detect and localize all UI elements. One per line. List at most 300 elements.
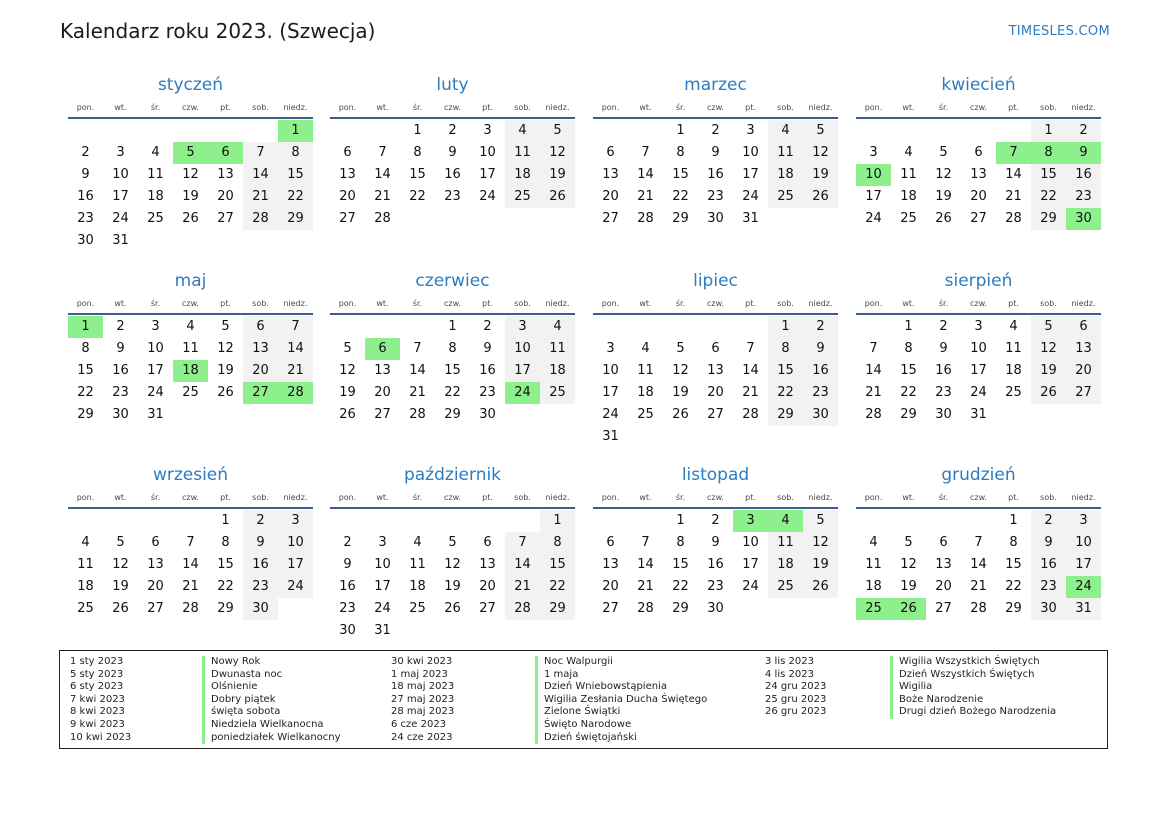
month-name: grudzień xyxy=(941,465,1016,485)
weekend-day-cell: 18 xyxy=(768,164,803,186)
day-cell: 27 xyxy=(707,407,724,422)
legend-holiday-name: 1 maja xyxy=(535,669,707,682)
day-cell: 4 xyxy=(81,535,90,550)
day-cell: 21 xyxy=(865,385,882,400)
day-cell: 26 xyxy=(672,407,689,422)
legend-holiday-name: Boże Narodzenie xyxy=(890,694,1056,707)
legend-holiday-name: Zielone Świątki xyxy=(535,706,707,719)
day-cell: 18 xyxy=(865,579,882,594)
weekday-label: sob. xyxy=(1040,103,1057,112)
weekend-day-cell: 26 xyxy=(803,186,838,208)
day-cell: 13 xyxy=(217,167,234,182)
empty-cell xyxy=(891,510,926,532)
weekend-day-cell: 7 xyxy=(278,316,313,338)
weekday-header xyxy=(856,99,1101,119)
day-cell: 5 xyxy=(939,145,948,160)
day-cell: 2 xyxy=(939,319,948,334)
empty-cell xyxy=(593,510,628,532)
day-cell: 12 xyxy=(672,363,689,378)
day-cell: 9 xyxy=(711,145,720,160)
day-cell: 16 xyxy=(707,167,724,182)
day-cell: 1 xyxy=(1009,513,1018,528)
day-cell: 28 xyxy=(409,407,426,422)
day-cell: 17 xyxy=(147,363,164,378)
day-cell: 6 xyxy=(151,535,160,550)
month-name: lipiec xyxy=(693,271,738,291)
weekend-day-cell: 15 xyxy=(278,164,313,186)
day-grid xyxy=(856,316,1101,426)
day-cell: 27 xyxy=(479,601,496,616)
day-cell: 14 xyxy=(637,167,654,182)
legend-date: 28 maj 2023 xyxy=(391,706,455,718)
day-cell: 25 xyxy=(1005,385,1022,400)
legend-holiday-name: Olśnienie xyxy=(202,681,341,694)
day-cell: 13 xyxy=(479,557,496,572)
weekend-day-cell: 17 xyxy=(278,554,313,576)
weekday-header xyxy=(856,489,1101,509)
weekend-day-cell: 20 xyxy=(1066,360,1101,382)
weekday-label: śr. xyxy=(938,103,949,112)
weekend-day-cell: 22 xyxy=(1031,186,1066,208)
weekend-day-cell: 5 xyxy=(1031,316,1066,338)
day-cell: 13 xyxy=(970,167,987,182)
empty-cell xyxy=(926,120,961,142)
day-cell: 16 xyxy=(339,579,356,594)
weekday-label: pon. xyxy=(601,493,620,502)
month-block xyxy=(856,73,1101,230)
weekday-label: pt. xyxy=(745,103,756,112)
month-block xyxy=(68,269,313,426)
holiday-day-cell: 25 xyxy=(856,598,891,620)
page-title: Kalendarz roku 2023. (Szwecja) xyxy=(60,19,376,43)
weekday-label: pon. xyxy=(601,299,620,308)
empty-cell xyxy=(856,316,891,338)
day-cell: 7 xyxy=(641,535,650,550)
day-grid xyxy=(856,510,1101,620)
day-cell: 30 xyxy=(707,211,724,226)
weekday-label: śr. xyxy=(412,103,423,112)
weekday-label: niedz. xyxy=(545,103,570,112)
legend-name-column xyxy=(202,656,341,744)
weekend-day-cell: 19 xyxy=(1031,360,1066,382)
weekday-header xyxy=(856,295,1101,315)
day-cell: 15 xyxy=(409,167,426,182)
day-cell: 25 xyxy=(637,407,654,422)
legend-holiday-name: Wigilia Wszystkich Świętych xyxy=(890,656,1056,669)
empty-cell xyxy=(103,510,138,532)
day-cell: 14 xyxy=(865,363,882,378)
day-cell: 22 xyxy=(217,579,234,594)
day-cell: 9 xyxy=(448,145,457,160)
weekend-day-cell: 28 xyxy=(243,208,278,230)
day-cell: 20 xyxy=(970,189,987,204)
month-block xyxy=(68,73,313,252)
day-cell: 20 xyxy=(374,385,391,400)
weekday-label: czw. xyxy=(444,299,461,308)
weekend-day-cell: 18 xyxy=(540,360,575,382)
weekday-label: czw. xyxy=(970,493,987,502)
weekend-day-cell: 3 xyxy=(505,316,540,338)
day-cell: 4 xyxy=(869,535,878,550)
holiday-day-cell: 26 xyxy=(891,598,926,620)
day-cell: 21 xyxy=(742,385,759,400)
weekend-day-cell: 30 xyxy=(803,404,838,426)
weekday-label: sob. xyxy=(1040,493,1057,502)
weekend-day-cell: 9 xyxy=(1031,532,1066,554)
day-cell: 1 xyxy=(904,319,913,334)
legend-holiday-name: Dobry piątek xyxy=(202,694,341,707)
day-cell: 8 xyxy=(221,535,230,550)
day-cell: 25 xyxy=(900,211,917,226)
weekend-day-cell: 23 xyxy=(1031,576,1066,598)
day-cell: 31 xyxy=(742,211,759,226)
day-cell: 6 xyxy=(711,341,720,356)
legend-date: 6 sty 2023 xyxy=(70,681,124,693)
day-cell: 27 xyxy=(147,601,164,616)
weekend-day-cell: 11 xyxy=(768,142,803,164)
day-cell: 29 xyxy=(900,407,917,422)
day-cell: 11 xyxy=(865,557,882,572)
weekday-label: czw. xyxy=(182,103,199,112)
day-cell: 14 xyxy=(1005,167,1022,182)
legend-name-column xyxy=(535,656,707,744)
empty-cell xyxy=(208,120,243,142)
day-cell: 12 xyxy=(935,167,952,182)
weekend-day-cell: 21 xyxy=(243,186,278,208)
weekday-label: pon. xyxy=(76,103,95,112)
legend-holiday-name: Święto Narodowe xyxy=(535,719,707,732)
day-cell: 14 xyxy=(409,363,426,378)
empty-cell xyxy=(365,120,400,142)
day-grid xyxy=(593,120,838,230)
weekday-label: pon. xyxy=(864,103,883,112)
empty-cell xyxy=(400,510,435,532)
weekend-day-cell: 30 xyxy=(243,598,278,620)
day-cell: 30 xyxy=(479,407,496,422)
day-cell: 23 xyxy=(479,385,496,400)
weekday-label: czw. xyxy=(707,299,724,308)
day-cell: 11 xyxy=(1005,341,1022,356)
weekend-day-cell: 11 xyxy=(540,338,575,360)
weekend-day-cell: 17 xyxy=(505,360,540,382)
day-cell: 28 xyxy=(742,407,759,422)
day-cell: 21 xyxy=(970,579,987,594)
day-cell: 30 xyxy=(77,233,94,248)
day-cell: 5 xyxy=(676,341,685,356)
day-cell: 16 xyxy=(444,167,461,182)
weekday-label: niedz. xyxy=(1071,299,1096,308)
day-cell: 17 xyxy=(865,189,882,204)
day-cell: 17 xyxy=(742,167,759,182)
day-cell: 14 xyxy=(374,167,391,182)
legend-date: 9 kwi 2023 xyxy=(70,718,125,730)
day-cell: 28 xyxy=(637,601,654,616)
empty-cell xyxy=(961,510,996,532)
day-cell: 18 xyxy=(77,579,94,594)
weekday-label: niedz. xyxy=(808,493,833,502)
day-cell: 1 xyxy=(676,513,685,528)
day-grid xyxy=(593,316,838,448)
empty-cell xyxy=(400,316,435,338)
weekend-day-cell: 23 xyxy=(1066,186,1101,208)
weekday-label: niedz. xyxy=(545,299,570,308)
day-cell: 22 xyxy=(77,385,94,400)
day-cell: 19 xyxy=(935,189,952,204)
weekday-header xyxy=(330,295,575,315)
day-cell: 11 xyxy=(409,557,426,572)
month-name: kwiecień xyxy=(941,75,1016,95)
day-cell: 10 xyxy=(112,167,129,182)
day-cell: 4 xyxy=(413,535,422,550)
legend-date: 8 kwi 2023 xyxy=(70,706,125,718)
day-cell: 27 xyxy=(217,211,234,226)
day-cell: 21 xyxy=(637,189,654,204)
month-block xyxy=(330,73,575,230)
weekday-label: czw. xyxy=(707,493,724,502)
day-cell: 14 xyxy=(637,557,654,572)
day-cell: 24 xyxy=(865,211,882,226)
holiday-day-cell: 9 xyxy=(1066,142,1101,164)
empty-cell xyxy=(68,120,103,142)
weekday-label: czw. xyxy=(182,299,199,308)
weekday-label: sob. xyxy=(514,493,531,502)
day-cell: 8 xyxy=(1009,535,1018,550)
weekday-label: sob. xyxy=(252,103,269,112)
day-cell: 13 xyxy=(602,557,619,572)
weekend-day-cell: 21 xyxy=(278,360,313,382)
weekday-label: śr. xyxy=(150,103,161,112)
legend-date: 6 cze 2023 xyxy=(391,718,447,730)
day-cell: 14 xyxy=(182,557,199,572)
day-cell: 6 xyxy=(606,535,615,550)
weekend-day-cell: 20 xyxy=(243,360,278,382)
day-cell: 10 xyxy=(479,145,496,160)
empty-cell xyxy=(733,316,768,338)
day-cell: 8 xyxy=(676,145,685,160)
legend-name-column xyxy=(890,656,1056,719)
day-cell: 8 xyxy=(413,145,422,160)
day-cell: 23 xyxy=(444,189,461,204)
day-cell: 4 xyxy=(904,145,913,160)
day-cell: 22 xyxy=(672,189,689,204)
weekday-label: pt. xyxy=(1008,103,1019,112)
day-cell: 22 xyxy=(444,385,461,400)
day-cell: 1 xyxy=(221,513,230,528)
day-cell: 13 xyxy=(147,557,164,572)
weekday-label: sob. xyxy=(777,299,794,308)
day-cell: 11 xyxy=(900,167,917,182)
legend-holiday-name: poniedziałek Wielkanocny xyxy=(202,732,341,745)
empty-cell xyxy=(138,120,173,142)
empty-cell xyxy=(628,316,663,338)
legend-holiday-name: Wigilia Zesłania Ducha Świętego xyxy=(535,694,707,707)
day-cell: 20 xyxy=(602,579,619,594)
day-cell: 22 xyxy=(409,189,426,204)
day-cell: 10 xyxy=(742,535,759,550)
day-cell: 13 xyxy=(374,363,391,378)
holiday-day-cell: 6 xyxy=(365,338,400,360)
empty-cell xyxy=(663,316,698,338)
holiday-day-cell: 4 xyxy=(768,510,803,532)
day-cell: 30 xyxy=(112,407,129,422)
day-cell: 2 xyxy=(711,123,720,138)
day-cell: 7 xyxy=(378,145,387,160)
month-name: wrzesień xyxy=(152,465,229,485)
weekday-label: śr. xyxy=(150,299,161,308)
day-cell: 19 xyxy=(182,189,199,204)
weekday-label: sob. xyxy=(252,299,269,308)
day-cell: 2 xyxy=(483,319,492,334)
weekday-label: pon. xyxy=(864,493,883,502)
day-cell: 13 xyxy=(339,167,356,182)
weekday-label: pt. xyxy=(220,493,231,502)
day-cell: 18 xyxy=(409,579,426,594)
weekday-label: pt. xyxy=(745,493,756,502)
weekend-day-cell: 21 xyxy=(505,576,540,598)
weekday-label: niedz. xyxy=(808,103,833,112)
weekday-label: wt. xyxy=(639,103,652,112)
month-name: maj xyxy=(174,271,207,291)
day-cell: 27 xyxy=(374,407,391,422)
day-cell: 6 xyxy=(939,535,948,550)
month-name: luty xyxy=(436,75,469,95)
day-cell: 17 xyxy=(479,167,496,182)
weekday-label: pon. xyxy=(338,103,357,112)
day-cell: 27 xyxy=(339,211,356,226)
weekend-day-cell: 5 xyxy=(803,120,838,142)
weekday-label: wt. xyxy=(902,299,915,308)
weekend-day-cell: 22 xyxy=(768,382,803,404)
weekend-day-cell: 12 xyxy=(803,532,838,554)
day-cell: 2 xyxy=(81,145,90,160)
day-cell: 28 xyxy=(374,211,391,226)
weekend-day-cell: 8 xyxy=(278,142,313,164)
day-cell: 26 xyxy=(444,601,461,616)
day-cell: 31 xyxy=(374,623,391,638)
weekday-label: niedz. xyxy=(808,299,833,308)
weekday-label: sob. xyxy=(514,299,531,308)
day-cell: 9 xyxy=(81,167,90,182)
day-cell: 31 xyxy=(112,233,129,248)
legend-date-column xyxy=(765,656,826,719)
day-cell: 25 xyxy=(147,211,164,226)
legend-date-column xyxy=(391,656,454,744)
day-cell: 10 xyxy=(147,341,164,356)
holiday-day-cell: 24 xyxy=(1066,576,1101,598)
weekday-label: czw. xyxy=(444,493,461,502)
day-cell: 31 xyxy=(602,429,619,444)
weekday-label: pon. xyxy=(76,299,95,308)
day-cell: 4 xyxy=(1009,319,1018,334)
weekday-label: niedz. xyxy=(283,493,308,502)
empty-cell xyxy=(243,120,278,142)
day-cell: 19 xyxy=(217,363,234,378)
day-cell: 20 xyxy=(602,189,619,204)
day-cell: 16 xyxy=(112,363,129,378)
legend-date: 7 kwi 2023 xyxy=(70,693,125,705)
day-cell: 30 xyxy=(707,601,724,616)
weekend-day-cell: 11 xyxy=(768,532,803,554)
weekday-header xyxy=(68,295,313,315)
day-cell: 18 xyxy=(637,385,654,400)
day-cell: 11 xyxy=(77,557,94,572)
weekday-label: wt. xyxy=(639,493,652,502)
day-cell: 19 xyxy=(339,385,356,400)
day-cell: 22 xyxy=(1005,579,1022,594)
weekend-day-cell: 2 xyxy=(1066,120,1101,142)
day-cell: 24 xyxy=(602,407,619,422)
day-cell: 21 xyxy=(374,189,391,204)
holiday-day-cell: 27 xyxy=(243,382,278,404)
weekday-label: sob. xyxy=(777,493,794,502)
weekend-day-cell: 11 xyxy=(505,142,540,164)
holiday-legend xyxy=(59,650,1108,749)
empty-cell xyxy=(628,510,663,532)
legend-date: 5 sty 2023 xyxy=(70,668,124,680)
weekend-day-cell: 19 xyxy=(803,164,838,186)
day-cell: 8 xyxy=(904,341,913,356)
day-cell: 9 xyxy=(711,535,720,550)
weekend-day-cell: 3 xyxy=(278,510,313,532)
day-cell: 29 xyxy=(217,601,234,616)
weekday-label: wt. xyxy=(376,493,389,502)
weekday-label: śr. xyxy=(675,493,686,502)
weekend-day-cell: 15 xyxy=(540,554,575,576)
legend-date: 26 gru 2023 xyxy=(765,706,827,718)
day-cell: 12 xyxy=(112,557,129,572)
empty-cell xyxy=(365,316,400,338)
day-cell: 5 xyxy=(904,535,913,550)
site-link[interactable]: TIMESLES.COM xyxy=(1008,24,1110,39)
day-cell: 5 xyxy=(448,535,457,550)
empty-cell xyxy=(173,510,208,532)
day-cell: 3 xyxy=(151,319,160,334)
weekend-day-cell: 5 xyxy=(540,120,575,142)
day-cell: 23 xyxy=(112,385,129,400)
day-cell: 24 xyxy=(970,385,987,400)
day-cell: 17 xyxy=(602,385,619,400)
weekday-label: czw. xyxy=(970,103,987,112)
day-cell: 4 xyxy=(186,319,195,334)
weekend-day-cell: 16 xyxy=(1066,164,1101,186)
day-cell: 11 xyxy=(147,167,164,182)
legend-date: 30 kwi 2023 xyxy=(391,656,453,667)
day-cell: 7 xyxy=(413,341,422,356)
legend-holiday-name: Dzień Wniebowstąpienia xyxy=(535,681,707,694)
weekend-day-cell: 22 xyxy=(540,576,575,598)
weekday-label: pt. xyxy=(1008,299,1019,308)
empty-cell xyxy=(628,120,663,142)
empty-cell xyxy=(68,510,103,532)
weekday-label: pt. xyxy=(220,103,231,112)
empty-cell xyxy=(173,120,208,142)
day-cell: 6 xyxy=(974,145,983,160)
day-cell: 6 xyxy=(343,145,352,160)
day-cell: 16 xyxy=(77,189,94,204)
weekend-day-cell: 26 xyxy=(803,576,838,598)
day-cell: 12 xyxy=(217,341,234,356)
weekend-day-cell: 1 xyxy=(1031,120,1066,142)
day-cell: 28 xyxy=(865,407,882,422)
day-cell: 12 xyxy=(339,363,356,378)
day-cell: 2 xyxy=(116,319,125,334)
holiday-day-cell: 6 xyxy=(208,142,243,164)
holiday-day-cell: 18 xyxy=(173,360,208,382)
day-cell: 3 xyxy=(974,319,983,334)
legend-date: 27 maj 2023 xyxy=(391,693,455,705)
empty-cell xyxy=(891,120,926,142)
day-cell: 17 xyxy=(742,557,759,572)
